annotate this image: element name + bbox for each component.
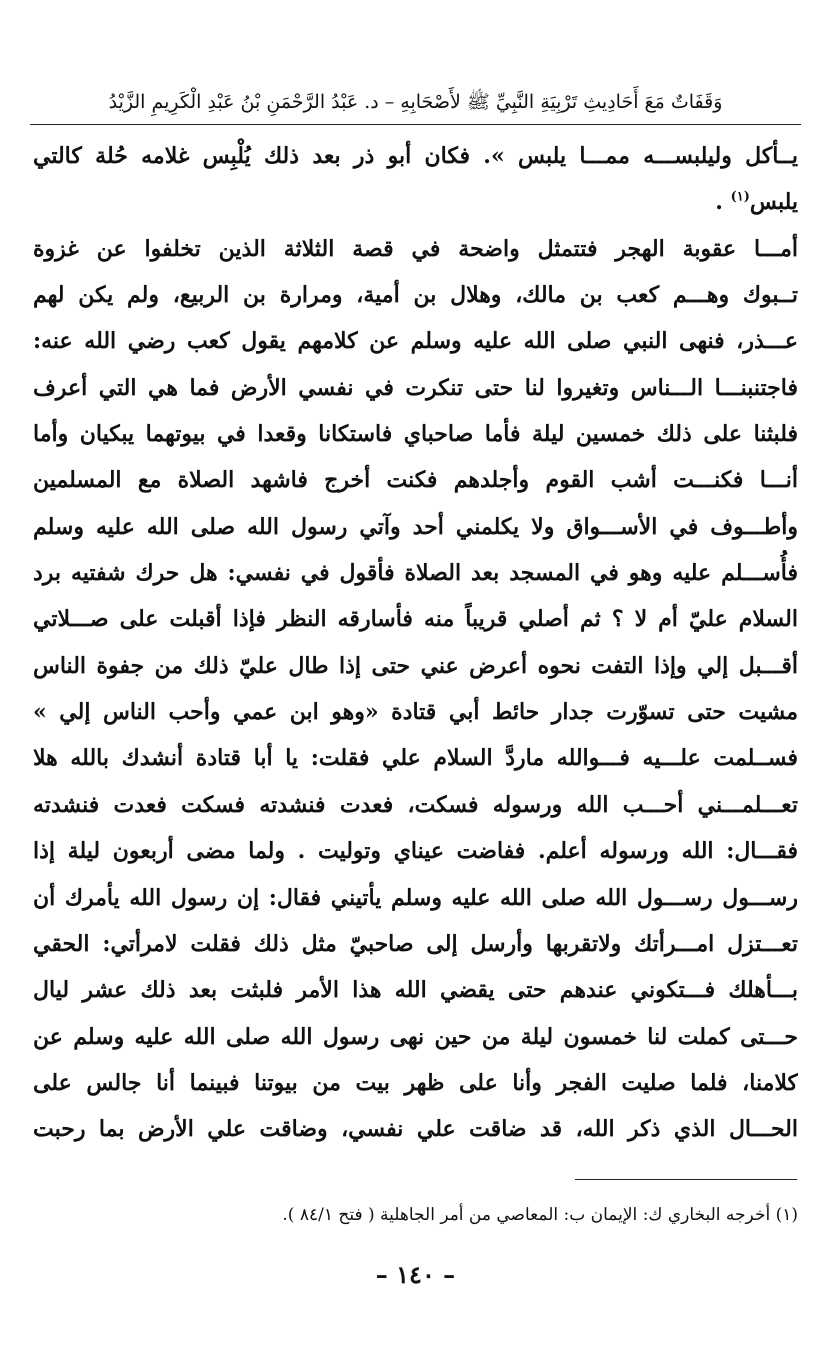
- body-line-end-mark: .: [715, 189, 723, 216]
- body-line: تــبوك وهـــم كعب بن مالك، وهلال بن أمية، ومرارة بن الربيع، ولم يكن لهم: [33, 282, 798, 309]
- body-line: كلامنا، فلما صليت الفجر وأنا على ظهر بيت من بيوتنا فبينما أنا جالس على: [33, 1069, 798, 1096]
- page-number: – ١٤٠ –: [375, 1260, 456, 1289]
- body-line: أمـــا عقوبة الهجر فتتمثل واضحة في قصة الثلاثة الذين تخلفوا عن غزوة: [33, 235, 798, 262]
- body-line: أنـــا فكنـــت أشب القوم وأجلدهم فكنت أخرج فاشهد الصلاة مع المسلمين: [33, 467, 798, 494]
- body-line: حـــتى كملت لنا خمسون ليلة من حين نهى رسول الله صلى الله عليه وسلم عن: [33, 1023, 798, 1050]
- body-line: بـــأهلك فـــتكوني عندهم حتى يقضي الله هذا الأمر فلبثت بعد ذلك عشر ليال: [33, 977, 798, 1004]
- body-text: [33, 133, 798, 1153]
- body-line: فأُســـلم عليه وهو في المسجد بعد الصلاة فأقول في نفسي: هل حرك شفتيه برد: [33, 560, 798, 587]
- running-head: وَقَفَاتٌ مَعَ أَحَادِيثِ تَرْبِيَةِ النَّبِيِّ ﷺ لأَصْحَابِهِ – د. عَبْدُ الرَّحْمَنِ بْنُ عَبْدِ الْكَرِيمِ الزَّيْدُ: [108, 91, 723, 113]
- body-line: عـــذر، فنهى النبي صلى الله عليه وسلم عن كلامهم يقول كعب رضي الله عنه:: [33, 328, 798, 355]
- footnote-rule: [575, 1179, 797, 1180]
- body-line: رســـول رســـول الله صلى الله عليه وسلم يأتيني فقال: إن رسول الله يأمرك أن: [33, 884, 798, 911]
- body-line: السلام عليّ أم لا ؟ ثم أصلي قريباً منه فأسارقه النظر فإذا أقبلت على صـــلاتي: [33, 606, 798, 633]
- body-line: تعـــتزل امـــرأتك ولاتقربها وأرسل إلى صاحبيّ مثل ذلك فقلت لامرأتي: الحقي: [33, 930, 798, 957]
- body-line: تعـــلمـــني أحـــب الله ورسوله فسكت، فعدت فنشدته فسكت فعدت فنشدته: [33, 791, 798, 818]
- body-line-text: يلبس: [749, 189, 798, 216]
- body-line: فســلمت علـــيه فـــوالله ماردَّ السلام علي فقلت: يا أبا قتادة أنشدك بالله هلا: [33, 745, 798, 772]
- body-line: يــأكل وليلبســـه ممـــا يلبس ». فكان أبو ذر بعد ذلك يُلْبِس غلامه حُلة كالتي: [33, 143, 798, 169]
- body-line: [33, 179, 798, 225]
- body-line: فقـــال: الله ورسوله أعلم. ففاضت عيناي وتوليت . ولما مضى أربعون ليلة إذا: [33, 838, 798, 865]
- body-line: مشيت حتى تسوّرت جدار حائط أبي قتادة «وهو ابن عمي وأحب الناس إلي »: [33, 699, 798, 726]
- footnote: (١) أخرجه البخاري ك: الإيمان ب: المعاصي من أمر الجاهلية ( فتح ٨٤/١ ).: [282, 1205, 798, 1225]
- body-line: أقـــبل إلي وإذا التفت نحوه أعرض عني حتى إذا طال عليّ ذلك من جفوة الناس: [33, 652, 798, 679]
- body-line: فلبثنا على ذلك خمسين ليلة فأما صاحباي فاستكانا وقعدا في بيوتهما يبكيان وأما: [33, 421, 798, 448]
- footnote-reference: (١): [730, 190, 750, 206]
- body-line: فاجتنبنـــا الـــناس وتغيروا لنا حتى تنكرت في نفسي الأرض فما هي التي أعرف: [33, 374, 798, 401]
- body-line: وأطـــوف في الأســـواق ولا يكلمني أحد وآتي رسول الله صلى الله عليه وسلم: [33, 513, 798, 540]
- body-line: الحـــال الذي ذكر الله، قد ضاقت علي نفسي، وضاقت علي الأرض بما رحبت: [33, 1116, 798, 1143]
- header-rule: [30, 124, 801, 125]
